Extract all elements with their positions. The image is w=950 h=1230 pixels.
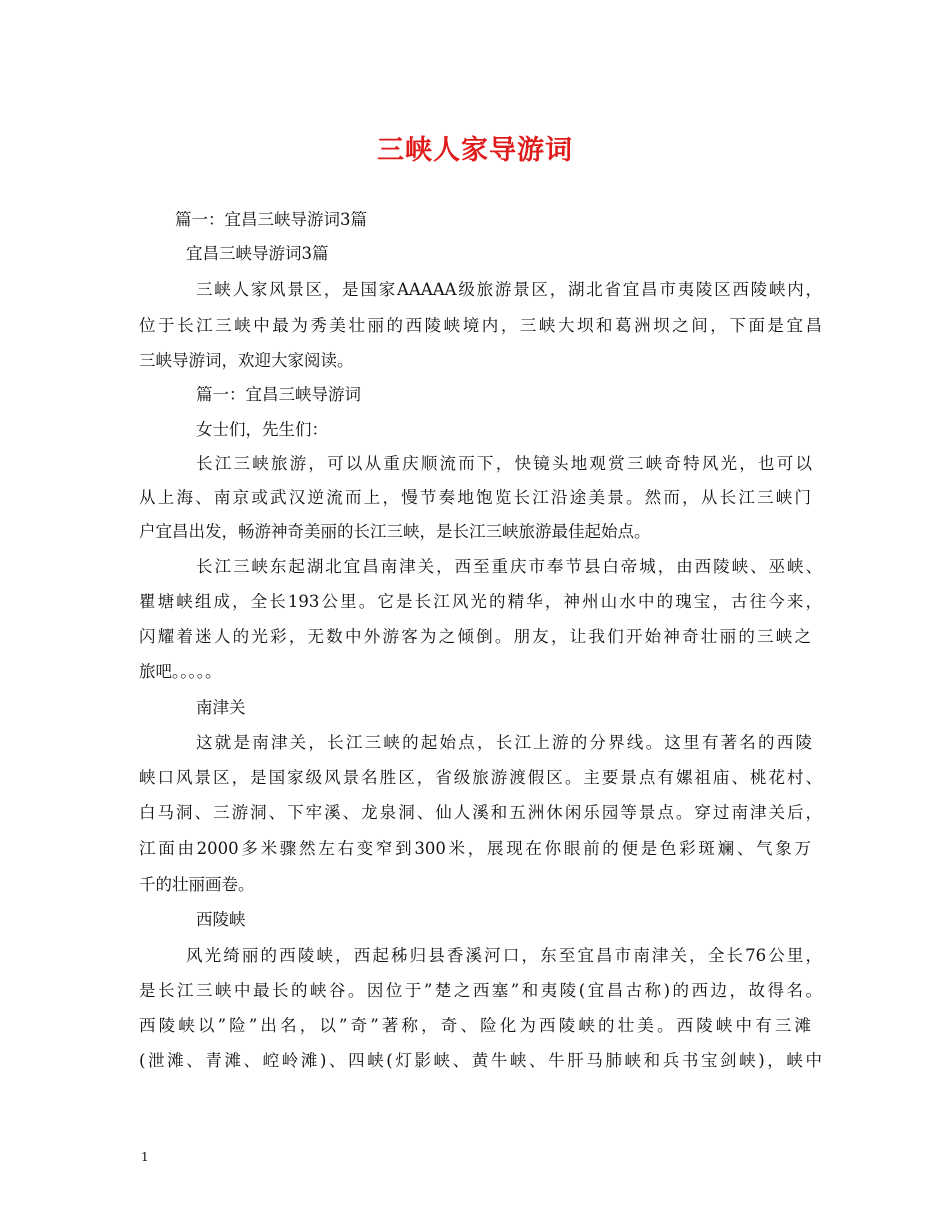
paragraph-line: 宜昌三峡导游词3篇 (186, 244, 329, 263)
paragraph-line: 长江三峡东起湖北宜昌南津关，西至重庆市奉节县白帝城，由西陵峡、巫峡、 (196, 557, 822, 576)
paragraph-line: 风光绮丽的西陵峡，西起秭归县香溪河口，东至宜昌市南津关，全长76公里， (186, 946, 822, 965)
paragraph-line: 这就是南津关，长江三峡的起始点，长江上游的分界线。这里有著名的西陵 (196, 733, 812, 752)
paragraph-line: 峡口风景区，是国家级风景名胜区，省级旅游渡假区。主要景点有嫘祖庙、桃花村、 (139, 768, 822, 787)
paragraph-line: 位于长江三峡中最为秀美壮丽的西陵峡境内，三峡大坝和葛洲坝之间，下面是宜昌 (139, 316, 822, 335)
paragraph-line: 三峡导游词，欢迎大家阅读。 (139, 351, 354, 370)
paragraph-line: 长江三峡旅游，可以从重庆顺流而下，快镜头地观赏三峡奇特风光，也可以 (196, 454, 812, 473)
paragraph-line: 篇一：宜昌三峡导游词3篇 (175, 210, 367, 229)
paragraph-line: 瞿塘峡组成，全长193公里。它是长江风光的精华，神州山水中的瑰宝，古往今来， (139, 592, 822, 611)
paragraph-line: 闪耀着迷人的光彩，无数中外游客为之倾倒。朋友，让我们开始神奇壮丽的三峡之 (139, 627, 811, 646)
paragraph-line: 是长江三峡中最长的峡谷。因位于”楚之西塞”和夷陵(宜昌古称)的西边，故得名。 (139, 981, 822, 1000)
page-number: 1 (141, 1150, 149, 1164)
paragraph-line: 西陵峡以”险”出名，以”奇”著称，奇、险化为西陵峡的壮美。西陵峡中有三滩 (139, 1016, 811, 1035)
paragraph-line: 户宜昌出发，畅游神奇美丽的长江三峡，是长江三峡旅游最佳起始点。 (139, 522, 651, 541)
paragraph-line: 从上海、南京或武汉逆流而上，慢节奏地饱览长江沿途美景。然而，从长江三峡门 (139, 488, 811, 507)
paragraph-line: 旅吧。。。。。 (139, 662, 222, 681)
paragraph-line: 江面由2000多米骤然左右变窄到300米，展现在你眼前的便是色彩斑斓、气象万 (139, 839, 811, 858)
paragraph-line: 篇一：宜昌三峡导游词 (196, 385, 361, 404)
paragraph-line: 三峡人家风景区，是国家AAAAA级旅游景区，湖北省宜昌市夷陵区西陵峡内， (196, 280, 822, 299)
paragraph-line: 女士们，先生们： (196, 420, 328, 439)
paragraph-line: 千的壮丽画卷。 (139, 875, 255, 894)
page-title: 三峡人家导游词 (377, 135, 573, 166)
paragraph-line: (泄滩、青滩、崆岭滩)、四峡(灯影峡、黄牛峡、牛肝马肺峡和兵书宝剑峡)，峡中 (139, 1051, 822, 1070)
section-heading: 南津关 (196, 698, 246, 717)
section-heading: 西陵峡 (196, 910, 246, 929)
paragraph-line: 白马洞、三游洞、下牢溪、龙泉洞、仙人溪和五洲休闲乐园等景点。穿过南津关后， (139, 803, 822, 822)
